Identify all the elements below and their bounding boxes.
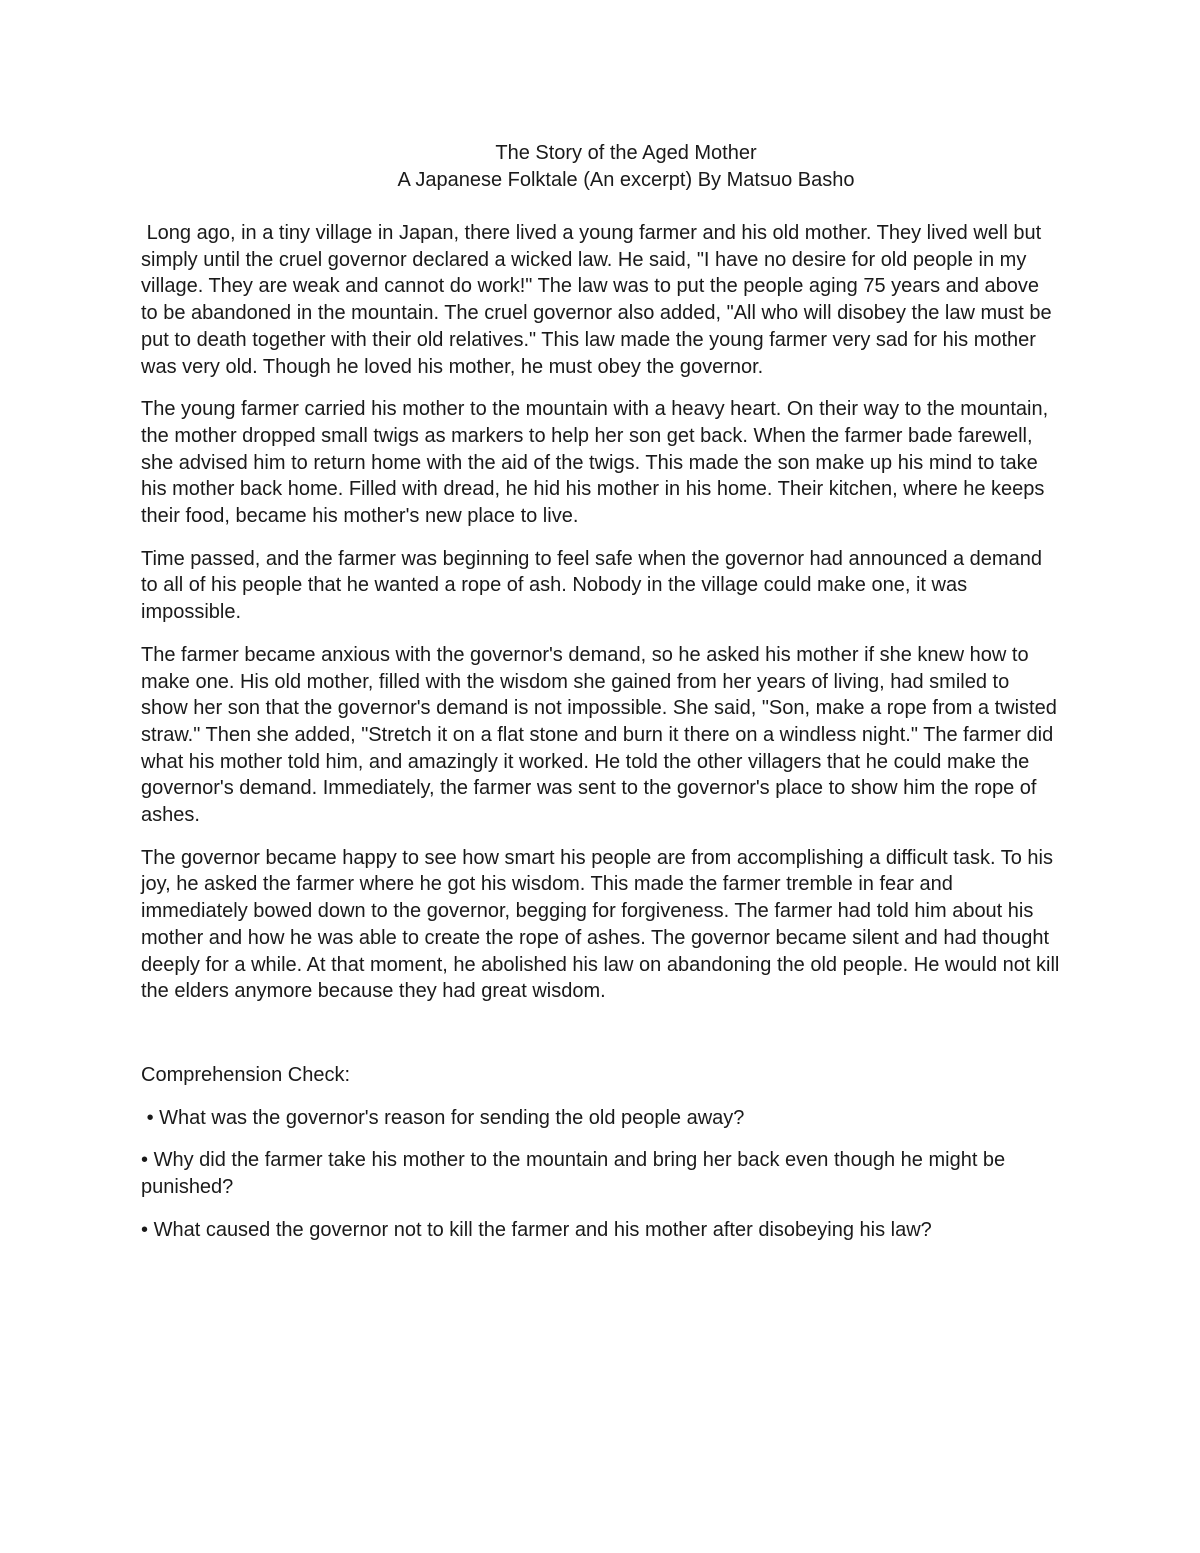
story-paragraph-4: The farmer became anxious with the governor's demand, so he asked his mother if she knew how to make one. His old mother, filled with the wisdom she gained from her years of living, had smiled to show her son that the governor's demand is not impossible. She said, "Son, make a rope from a twisted straw." Then she added, "Stretch it on a flat stone and burn it there on a windless night." The farmer did what his mother told him, and amazingly it worked. He told the other villagers that he could make the governor's demand. Immediately, the farmer was sent to the governor's place to show him the rope of ashes.: [141, 643, 1057, 827]
story-paragraph-2: The young farmer carried his mother to the mountain with a heavy heart. On their way to the mountain, the mother dropped small twigs as markers to help her son get back. When the farmer bade farewell, she advised him to return home with the aid of the twigs. This made the son make up his mind to take his mother back home. Filled with dread, he hid his mother in his home. Their kitchen, where he keeps their food, became his mother's new place to live.: [141, 398, 1049, 528]
story-paragraph-5: The governor became happy to see how smart his people are from accomplishing a difficult task. To his joy, he asked the farmer where he got his wisdom. This made the farmer tremble in fear and immediately bowed down to the governor, begging for forgiveness. The farmer had told him about his mother and how he was able to create the rope of ashes. The governor became silent and had thought deeply for a while. At that moment, he abolished his law on abandoning the old people. He would not kill the elders anymore because they had great wisdom.: [141, 846, 1060, 1003]
story-body: [141, 220, 1061, 1005]
question-item-1: [141, 1105, 1061, 1132]
title-block: [141, 140, 1061, 194]
question-text: Why did the farmer take his mother to the mountain and bring her back even though he might be punished?: [141, 1149, 1006, 1199]
comprehension-heading: Comprehension Check:: [141, 1063, 350, 1086]
document-page: [141, 140, 1061, 1260]
bullet-icon: •: [141, 1218, 149, 1241]
question-text: What caused the governor not to kill the farmer and his mother after disobeying his law?: [153, 1218, 932, 1241]
bullet-icon: •: [141, 1149, 149, 1172]
comprehension-questions: [141, 1105, 1061, 1244]
document-subtitle: A Japanese Folktale (An excerpt) By Matsuo Basho: [397, 169, 855, 191]
document-title: The Story of the Aged Mother: [495, 142, 757, 164]
question-text: What was the governor's reason for sending the old people away?: [159, 1106, 745, 1129]
bullet-icon: •: [146, 1106, 154, 1129]
question-item-3: [141, 1217, 1061, 1244]
question-item-2: [141, 1147, 1061, 1200]
story-paragraph-1: Long ago, in a tiny village in Japan, there lived a young farmer and his old mother. They lived well but simply until the cruel governor declared a wicked law. He said, "I have no desire for old people in my village. They are weak and cannot do work!" The law was to put the people aging 75 years and above to be abandoned in the mountain. The cruel governor also added, "All who will disobey the law must be put to death together with their old relatives." This law made the young farmer very sad for his mother was very old. Though he loved his mother, he must obey the governor.: [141, 222, 1058, 378]
story-paragraph-3: Time passed, and the farmer was beginning to feel safe when the governor had announced a demand to all of his people that he wanted a rope of ash. Nobody in the village could make one, it was impossible.: [141, 547, 1042, 624]
